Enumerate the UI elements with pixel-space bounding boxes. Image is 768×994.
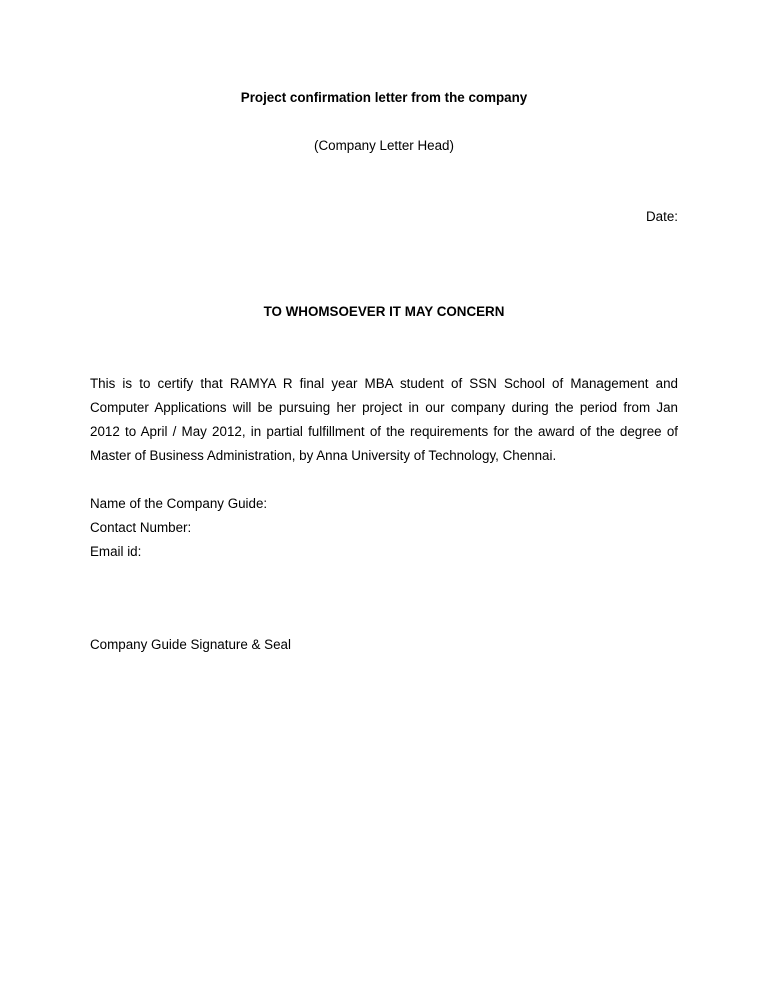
signature-label: Company Guide Signature & Seal xyxy=(90,637,291,652)
body-line-4: Master of Business Administration, by Anna University of Technology, Chennai. xyxy=(90,448,557,463)
company-guide-name-label: Name of the Company Guide: xyxy=(90,496,268,511)
body-line-3: 2012 to April / May 2012, in partial fulfillment of the requirements for the award of the degree of xyxy=(90,424,678,439)
date-label: Date: xyxy=(645,209,678,224)
document-title: Project confirmation letter from the company xyxy=(240,90,528,105)
body-line-1: This is to certify that RAMYA R final year MBA student of SSN School of Management and xyxy=(90,376,678,391)
salutation-heading: TO WHOMSOEVER IT MAY CONCERN xyxy=(263,304,505,319)
contact-number-label: Contact Number: xyxy=(90,520,192,535)
guide-details xyxy=(90,492,267,564)
certification-paragraph xyxy=(90,372,678,468)
email-id-label: Email id: xyxy=(90,544,142,559)
letterhead-placeholder: (Company Letter Head) xyxy=(314,138,454,153)
body-line-2: Computer Applications will be pursuing her project in our company during the period from Jan xyxy=(90,400,678,415)
